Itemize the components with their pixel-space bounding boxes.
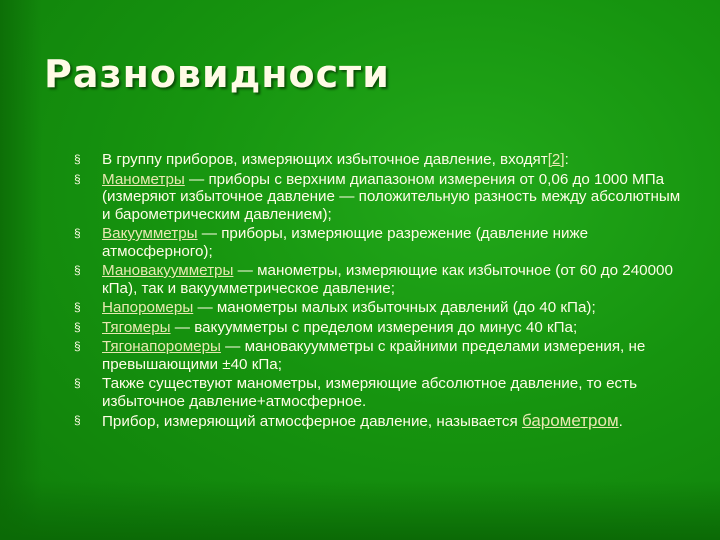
- item-text: — мановакуумметры с крайними пределами измерения, не превышающими ±40 кПа;: [102, 338, 646, 373]
- reference-link[interactable]: [2]: [547, 151, 565, 168]
- list-item: [74, 299, 692, 317]
- bullet-icon: §: [74, 152, 81, 166]
- item-text: — манометры, измеряющие как избыточное (от 60 до 240000 кПа), так и вакуумметрическое давление;: [102, 262, 673, 297]
- item-text: — манометры малых избыточных давлений (до 40 кПа);: [193, 299, 596, 316]
- bullet-icon: §: [74, 319, 81, 334]
- bullet-icon: §: [74, 413, 81, 427]
- item-text-tail: .: [618, 413, 623, 430]
- link-barometr[interactable]: барометром: [521, 411, 619, 430]
- bullet-icon: §: [74, 339, 81, 353]
- link-tyagomery[interactable]: Тягомеры: [102, 318, 171, 336]
- item-text: — приборы, измеряющие разрежение (давление ниже атмосферного);: [102, 225, 589, 260]
- list-item: [74, 375, 692, 410]
- item-text: В группу приборов, измеряющих избыточное давление, входят: [102, 151, 548, 168]
- list-item: [74, 151, 692, 169]
- link-tyagonaporomery[interactable]: Тягонапоромеры: [102, 338, 221, 355]
- link-vakuummetry[interactable]: Вакуумметры: [102, 225, 198, 242]
- list-item: [74, 171, 692, 224]
- item-text: Также существуют манометры, измеряющие абсолютное давление, то есть избыточное давление+атмосферное.: [102, 375, 637, 410]
- item-text: — вакуумметры с пределом измерения до минус 40 кПа;: [170, 318, 578, 336]
- list-item: [74, 262, 692, 297]
- list-item: [74, 225, 692, 260]
- bullet-icon: §: [74, 263, 81, 277]
- bullet-icon: §: [74, 300, 81, 314]
- item-text: Прибор, измеряющий атмосферное давление, называется: [102, 413, 522, 430]
- slide-bottom-shade: [0, 480, 720, 540]
- list-item: [74, 338, 692, 373]
- link-naporomery[interactable]: Напоромеры: [102, 299, 194, 316]
- item-text-tail: :: [564, 151, 569, 168]
- link-manometry[interactable]: Манометры: [102, 170, 185, 188]
- bullet-icon: §: [74, 376, 81, 390]
- slide-left-shade: [0, 0, 42, 540]
- item-text: — приборы с верхним диапазоном измерения от 0,06 до 1000 МПа (измеряют избыточное давление — положительную разность между абсолютным и барометрическим давлением);: [102, 170, 681, 223]
- slide-title: Разновидности: [44, 52, 390, 96]
- bullet-list: [74, 151, 692, 433]
- bullet-icon: §: [74, 171, 81, 186]
- bullet-icon: §: [74, 226, 81, 240]
- list-item: [74, 319, 692, 337]
- list-item: [74, 412, 692, 431]
- link-manovakuummetry[interactable]: Мановакуумметры: [102, 262, 234, 279]
